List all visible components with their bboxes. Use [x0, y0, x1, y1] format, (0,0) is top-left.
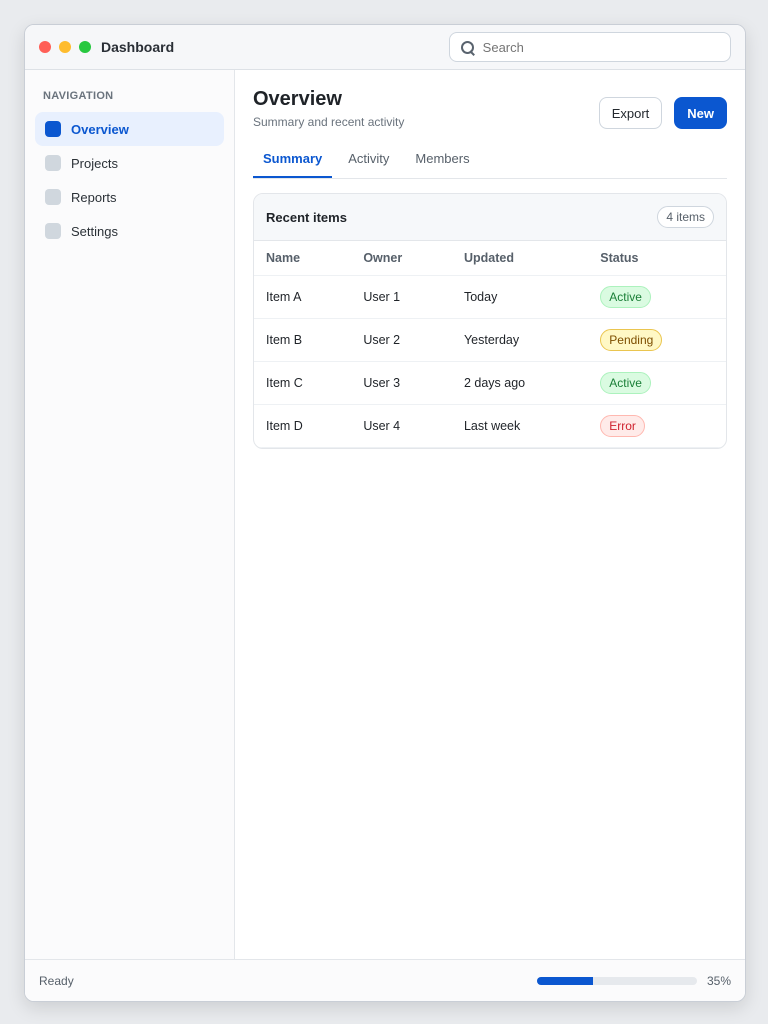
cell-updated: Last week: [452, 405, 588, 448]
sidebar-item-label: Settings: [71, 223, 118, 239]
page-subtitle: Summary and recent activity: [253, 115, 405, 129]
recent-items-table: [254, 241, 726, 448]
tabs: [253, 141, 727, 179]
zoom-window-icon[interactable]: [79, 41, 91, 53]
cell-updated: Today: [452, 276, 588, 319]
page-title: Overview: [253, 88, 342, 110]
cell-updated: Yesterday: [452, 319, 588, 362]
sidebar-item-settings[interactable]: [35, 214, 224, 248]
sidebar-item-overview[interactable]: [35, 112, 224, 146]
content-header: [253, 88, 727, 129]
sidebar-item-projects[interactable]: [35, 146, 224, 180]
app-title: Dashboard: [101, 39, 175, 55]
cell-updated: 2 days ago: [452, 362, 588, 405]
sidebar-item-label: Reports: [71, 189, 117, 205]
recent-items-card: [253, 193, 727, 449]
close-window-icon[interactable]: [39, 41, 51, 53]
table-row[interactable]: [254, 319, 726, 362]
cell-owner: User 3: [351, 362, 452, 405]
column-header: Updated: [452, 241, 588, 276]
table-row[interactable]: [254, 276, 726, 319]
table-row[interactable]: [254, 405, 726, 448]
sidebar-section-title: NAVIGATION: [43, 90, 114, 102]
window-controls: [39, 41, 91, 53]
export-button[interactable]: Export: [599, 97, 663, 129]
cell-owner: User 1: [351, 276, 452, 319]
cell-owner: User 4: [351, 405, 452, 448]
chart-icon: [45, 189, 61, 205]
titlebar: [25, 25, 745, 70]
table-header-row: [254, 241, 726, 276]
status-badge: Active: [600, 372, 651, 394]
progress-label: 35%: [706, 973, 731, 988]
status-badge: Pending: [600, 329, 662, 351]
status-text: Ready: [39, 973, 74, 988]
cell-status: [588, 319, 726, 362]
table-row[interactable]: [254, 362, 726, 405]
card-header: [254, 194, 726, 241]
cell-name: Item C: [254, 362, 351, 405]
cell-name: Item A: [254, 276, 351, 319]
card-title: Recent items: [266, 209, 347, 225]
content: [235, 70, 745, 1002]
column-header: Owner: [351, 241, 452, 276]
sidebar-item-label: Projects: [71, 155, 118, 171]
home-icon: [45, 121, 61, 137]
status-badge: Error: [600, 415, 645, 437]
cell-name: Item B: [254, 319, 351, 362]
table-body: [254, 276, 726, 448]
cell-status: [588, 405, 726, 448]
cell-status: [588, 362, 726, 405]
progress-bar: [537, 977, 697, 985]
minimize-window-icon[interactable]: [59, 41, 71, 53]
header-text: [253, 88, 404, 129]
items-count-pill: 4 items: [657, 206, 714, 228]
search-icon: [460, 40, 473, 54]
tab-activity[interactable]: Activity: [348, 151, 390, 166]
tab-members[interactable]: Members: [415, 151, 470, 166]
gear-icon: [45, 223, 61, 239]
sidebar-item-label: Overview: [71, 121, 129, 137]
cell-name: Item D: [254, 405, 351, 448]
progress-fill: [537, 977, 593, 985]
status-badge: Active: [600, 286, 651, 308]
folder-icon: [45, 155, 61, 171]
column-header: Status: [588, 241, 726, 276]
main-area: [25, 70, 745, 1002]
cell-owner: User 2: [351, 319, 452, 362]
search-box[interactable]: [449, 32, 731, 62]
column-header: Name: [254, 241, 351, 276]
new-button[interactable]: New: [674, 97, 727, 129]
search-input[interactable]: [481, 39, 720, 56]
sidebar-item-reports[interactable]: [35, 180, 224, 214]
app-window: [24, 24, 746, 1002]
cell-status: [588, 276, 726, 319]
tab-summary[interactable]: Summary: [253, 141, 332, 178]
table-head: [254, 241, 726, 276]
sidebar: [25, 70, 235, 1002]
status-bar: [25, 959, 745, 1001]
